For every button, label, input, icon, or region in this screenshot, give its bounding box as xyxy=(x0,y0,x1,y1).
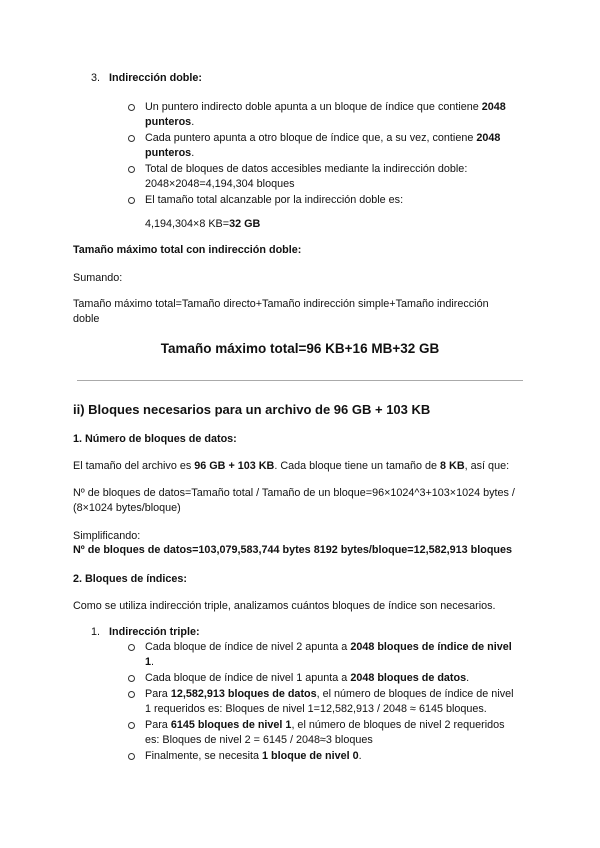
s3-bullet-2-line-2: punteros. xyxy=(145,147,195,159)
triple-indirection-heading xyxy=(91,625,200,639)
s3-bullet-3-line-2: 2048×2048=4,194,304 bloques xyxy=(145,178,295,190)
bullet-icon xyxy=(128,675,135,682)
t-bullet-2-line-1: Cada bloque de índice de nivel 1 apunta a 2048 bloques de datos. xyxy=(145,672,470,684)
t-bullet-4-line-1: Para 6145 bloques de nivel 1, el número de bloques de nivel 2 requeridos xyxy=(145,719,505,731)
s3-formula: 4,194,304×8 KB=32 GB xyxy=(145,218,261,230)
blocks-formula-line-1: Nº de bloques de datos=Tamaño total / Tamaño de un bloque=96×1024^3+103×1024 bytes / xyxy=(73,487,515,499)
s3-bullet-3-line-1: Total de bloques de datos accesibles mediante la indirección doble: xyxy=(145,163,468,175)
section-3-title: Indirección doble: xyxy=(109,72,202,84)
total-heading: Tamaño máximo total con indirección doble: xyxy=(73,244,302,256)
blocks-formula-line-2: (8×1024 bytes/bloque) xyxy=(73,502,181,514)
section-3-number: 3. xyxy=(91,72,101,84)
bullet-icon xyxy=(128,135,135,142)
item-title: Indirección triple: xyxy=(109,626,200,638)
subheading-data-blocks: 1. Número de bloques de datos: xyxy=(73,433,237,445)
bullet-icon xyxy=(128,197,135,204)
bullet-icon xyxy=(128,644,135,651)
item-number: 1. xyxy=(91,626,101,638)
bullet-icon xyxy=(128,753,135,760)
horizontal-divider xyxy=(77,380,523,381)
t-bullet-5-line-1: Finalmente, se necesita 1 bloque de nivel 0. xyxy=(145,750,362,762)
total-formula-line-2: doble xyxy=(73,313,100,325)
bullet-icon xyxy=(128,722,135,729)
file-size-paragraph: El tamaño del archivo es 96 GB + 103 KB. Cada bloque tiene un tamaño de 8 KB, así que: xyxy=(73,460,510,472)
simplificando-label: Simplificando: xyxy=(73,530,141,542)
s3-bullet-4-line-1: El tamaño total alcanzable por la indirección doble es: xyxy=(145,194,404,206)
t-bullet-1-line-1: Cada bloque de índice de nivel 2 apunta a 2048 bloques de índice de nivel xyxy=(145,641,512,653)
total-formula-line-1: Tamaño máximo total=Tamaño directo+Tamaño indirección simple+Tamaño indirección xyxy=(73,298,489,310)
sumando-label: Sumando: xyxy=(73,272,123,284)
t-bullet-3-line-1: Para 12,582,913 bloques de datos, el número de bloques de índice de nivel xyxy=(145,688,514,700)
bullet-icon xyxy=(128,104,135,111)
simplified-result: Nº de bloques de datos=103,079,583,744 bytes 8192 bytes/bloque=12,582,913 bloques xyxy=(73,544,513,556)
triple-indirection-paragraph: Como se utiliza indirección triple, analizamos cuántos bloques de índice son necesarios. xyxy=(73,600,496,612)
bullet-icon xyxy=(128,691,135,698)
total-result: Tamaño máximo total=96 KB+16 MB+32 GB xyxy=(160,341,440,356)
t-bullet-4-line-2: es: Bloques de nivel 2 = 6145 / 2048≈3 bloques xyxy=(145,734,373,746)
t-bullet-3-line-2: 1 requeridos es: Bloques de nivel 1=12,582,913 / 2048 ≈ 6145 bloques. xyxy=(145,703,487,715)
bullet-icon xyxy=(128,166,135,173)
part-2-title: ii) Bloques necesarios para un archivo de 96 GB + 103 KB xyxy=(73,402,431,417)
t-bullet-1-line-2: 1. xyxy=(145,656,155,668)
s3-bullet-1-line-2: punteros. xyxy=(145,116,195,128)
s3-bullet-1-line-1: Un puntero indirecto doble apunta a un bloque de índice que contiene 2048 xyxy=(145,101,506,113)
s3-bullet-2-line-1: Cada puntero apunta a otro bloque de índice que, a su vez, contiene 2048 xyxy=(145,132,501,144)
section-3-heading xyxy=(91,71,202,85)
subheading-index-blocks: 2. Bloques de índices: xyxy=(73,573,187,585)
